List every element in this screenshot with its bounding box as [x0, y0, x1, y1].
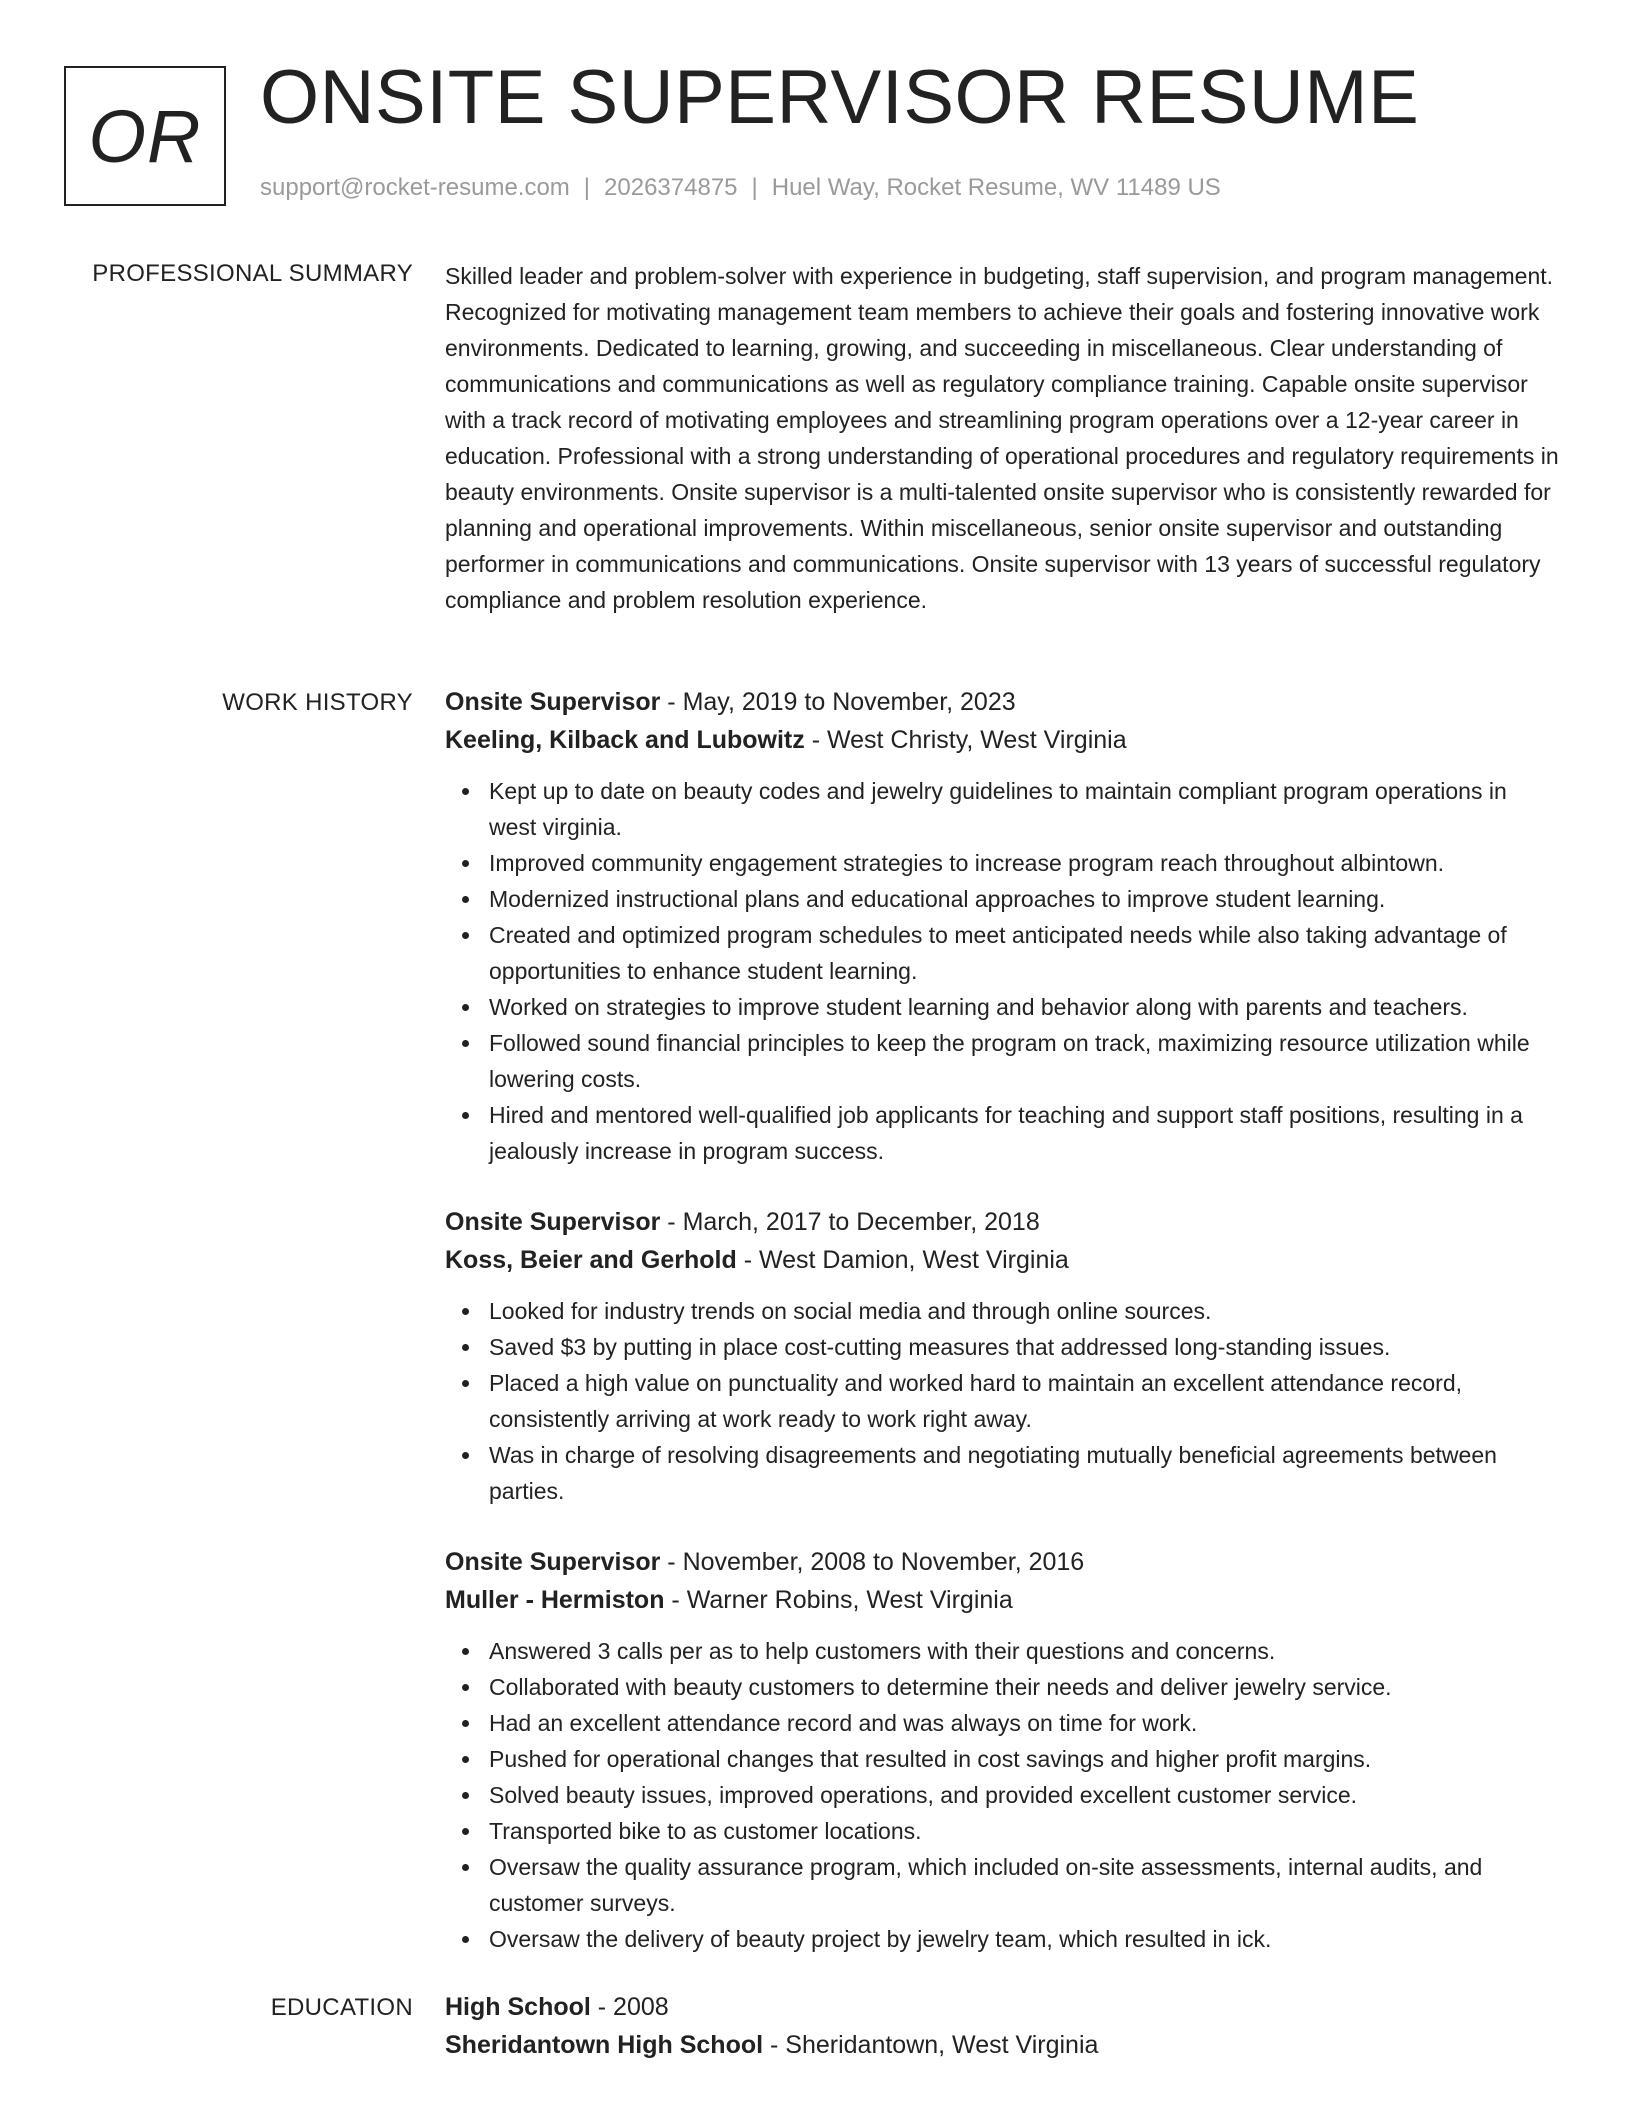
job-dates: - March, 2017 to December, 2018	[660, 1208, 1040, 1236]
job-bullet: Answered 3 calls per as to help customers with their questions and concerns.	[489, 1633, 1560, 1669]
job-location: - West Damion, West Virginia	[736, 1246, 1069, 1274]
job-company-line	[445, 1241, 1560, 1279]
education-school: Sheridantown High School	[445, 2031, 764, 2059]
job-bullet: Oversaw the delivery of beauty project by jewelry team, which resulted in ick.	[489, 1921, 1560, 1957]
education-school-line	[445, 2026, 1560, 2064]
job-dates: - November, 2008 to November, 2016	[660, 1548, 1085, 1576]
job-bullet: Saved $3 by putting in place cost-cutting measures that addressed long-standing issues.	[489, 1329, 1560, 1365]
job-bullet: Pushed for operational changes that resulted in cost savings and higher profit margins.	[489, 1741, 1560, 1777]
education-location: - Sheridantown, West Virginia	[763, 2031, 1099, 2059]
contact-line	[260, 174, 1221, 202]
monogram-box	[64, 66, 226, 206]
contact-address: Huel Way, Rocket Resume, WV 11489 US	[771, 174, 1221, 201]
job-company-line	[445, 721, 1560, 759]
contact-email: support@rocket-resume.com	[260, 174, 570, 201]
job-bullet: Solved beauty issues, improved operations, and provided excellent customer service.	[489, 1777, 1560, 1813]
job-entry	[445, 1203, 1560, 1509]
job-bullet: Transported bike to as customer locations.	[489, 1813, 1560, 1849]
job-title: Onsite Supervisor	[445, 1208, 661, 1236]
job-bullet: Worked on strategies to improve student learning and behavior along with parents and teachers.	[489, 989, 1560, 1025]
job-title-line	[445, 683, 1560, 721]
contact-separator: |	[583, 174, 591, 201]
job-bullet: Looked for industry trends on social media and through online sources.	[489, 1293, 1560, 1329]
job-title: Onsite Supervisor	[445, 1548, 661, 1576]
summary-text: Skilled leader and problem-solver with experience in budgeting, staff supervision, and program management. Recognized for motivating management team members to achieve their goals and fostering innovative work environments. Dedicated to learning, growing, and succeeding in miscellaneous. Clear understanding of communications and communications as well as regulatory compliance training. Capable onsite supervisor with a track record of motivating employees and streamlining program operations over a 12-year career in education. Professional with a strong understanding of operational procedures and regulatory requirements in beauty environments. Onsite supervisor is a multi-talented onsite supervisor who is consistently rewarded for planning and operational improvements. Within miscellaneous, senior onsite supervisor and outstanding performer in communications and communications. Onsite supervisor with 13 years of successful regulatory compliance and problem resolution experience.	[445, 263, 1559, 613]
job-bullet: Was in charge of resolving disagreements and negotiating mutually beneficial agreements between parties.	[489, 1437, 1560, 1509]
job-bullet: Had an excellent attendance record and was always on time for work.	[489, 1705, 1560, 1741]
job-company: Muller - Hermiston	[445, 1586, 665, 1614]
job-bullet: Oversaw the quality assurance program, which included on-site assessments, internal audits, and customer surveys.	[489, 1849, 1560, 1921]
job-bullet: Hired and mentored well-qualified job applicants for teaching and support staff positions, resulting in a jealously increase in program success.	[489, 1097, 1560, 1169]
resume-title: ONSITE SUPERVISOR RESUME	[260, 55, 1420, 140]
job-bullet: Created and optimized program schedules to meet anticipated needs while also taking advantage of opportunities to enhance student learning.	[489, 917, 1560, 989]
contact-separator: |	[751, 174, 758, 201]
job-entry	[445, 1543, 1560, 1957]
job-title-line	[445, 1203, 1560, 1241]
job-bullet: Collaborated with beauty customers to determine their needs and deliver jewelry service.	[489, 1669, 1560, 1705]
job-location: - West Christy, West Virginia	[804, 726, 1127, 754]
job-bullets	[445, 773, 1560, 1169]
job-company: Koss, Beier and Gerhold	[445, 1246, 737, 1274]
job-bullets	[445, 1293, 1560, 1509]
education-year: - 2008	[590, 1993, 669, 2021]
education-label: EDUCATION	[270, 1994, 413, 2021]
work-history-label: WORK HISTORY	[222, 689, 413, 716]
contact-phone: 2026374875	[604, 174, 738, 201]
job-location: - Warner Robins, West Virginia	[664, 1586, 1013, 1614]
work-history-body	[445, 683, 1560, 1991]
education-degree: High School	[445, 1993, 591, 2021]
job-bullet: Followed sound financial principles to keep the program on track, maximizing resource utilization while lowering costs.	[489, 1025, 1560, 1097]
education-degree-line	[445, 1988, 1560, 2026]
job-title: Onsite Supervisor	[445, 688, 661, 716]
job-title-line	[445, 1543, 1560, 1581]
job-bullets	[445, 1633, 1560, 1957]
job-company-line	[445, 1581, 1560, 1619]
job-bullet: Placed a high value on punctuality and worked hard to maintain an excellent attendance record, consistently arriving at work ready to work right away.	[489, 1365, 1560, 1437]
job-bullet: Modernized instructional plans and educational approaches to improve student learning.	[489, 881, 1560, 917]
monogram-initials: OR	[88, 94, 202, 178]
job-dates: - May, 2019 to November, 2023	[660, 688, 1016, 716]
education-body	[445, 1988, 1560, 2064]
job-entry	[445, 683, 1560, 1169]
job-bullet: Kept up to date on beauty codes and jewelry guidelines to maintain compliant program operations in west virginia.	[489, 773, 1560, 845]
job-bullet: Improved community engagement strategies to increase program reach throughout albintown.	[489, 845, 1560, 881]
job-company: Keeling, Kilback and Lubowitz	[445, 726, 805, 754]
summary-label: PROFESSIONAL SUMMARY	[92, 260, 413, 287]
summary-body	[445, 258, 1560, 618]
